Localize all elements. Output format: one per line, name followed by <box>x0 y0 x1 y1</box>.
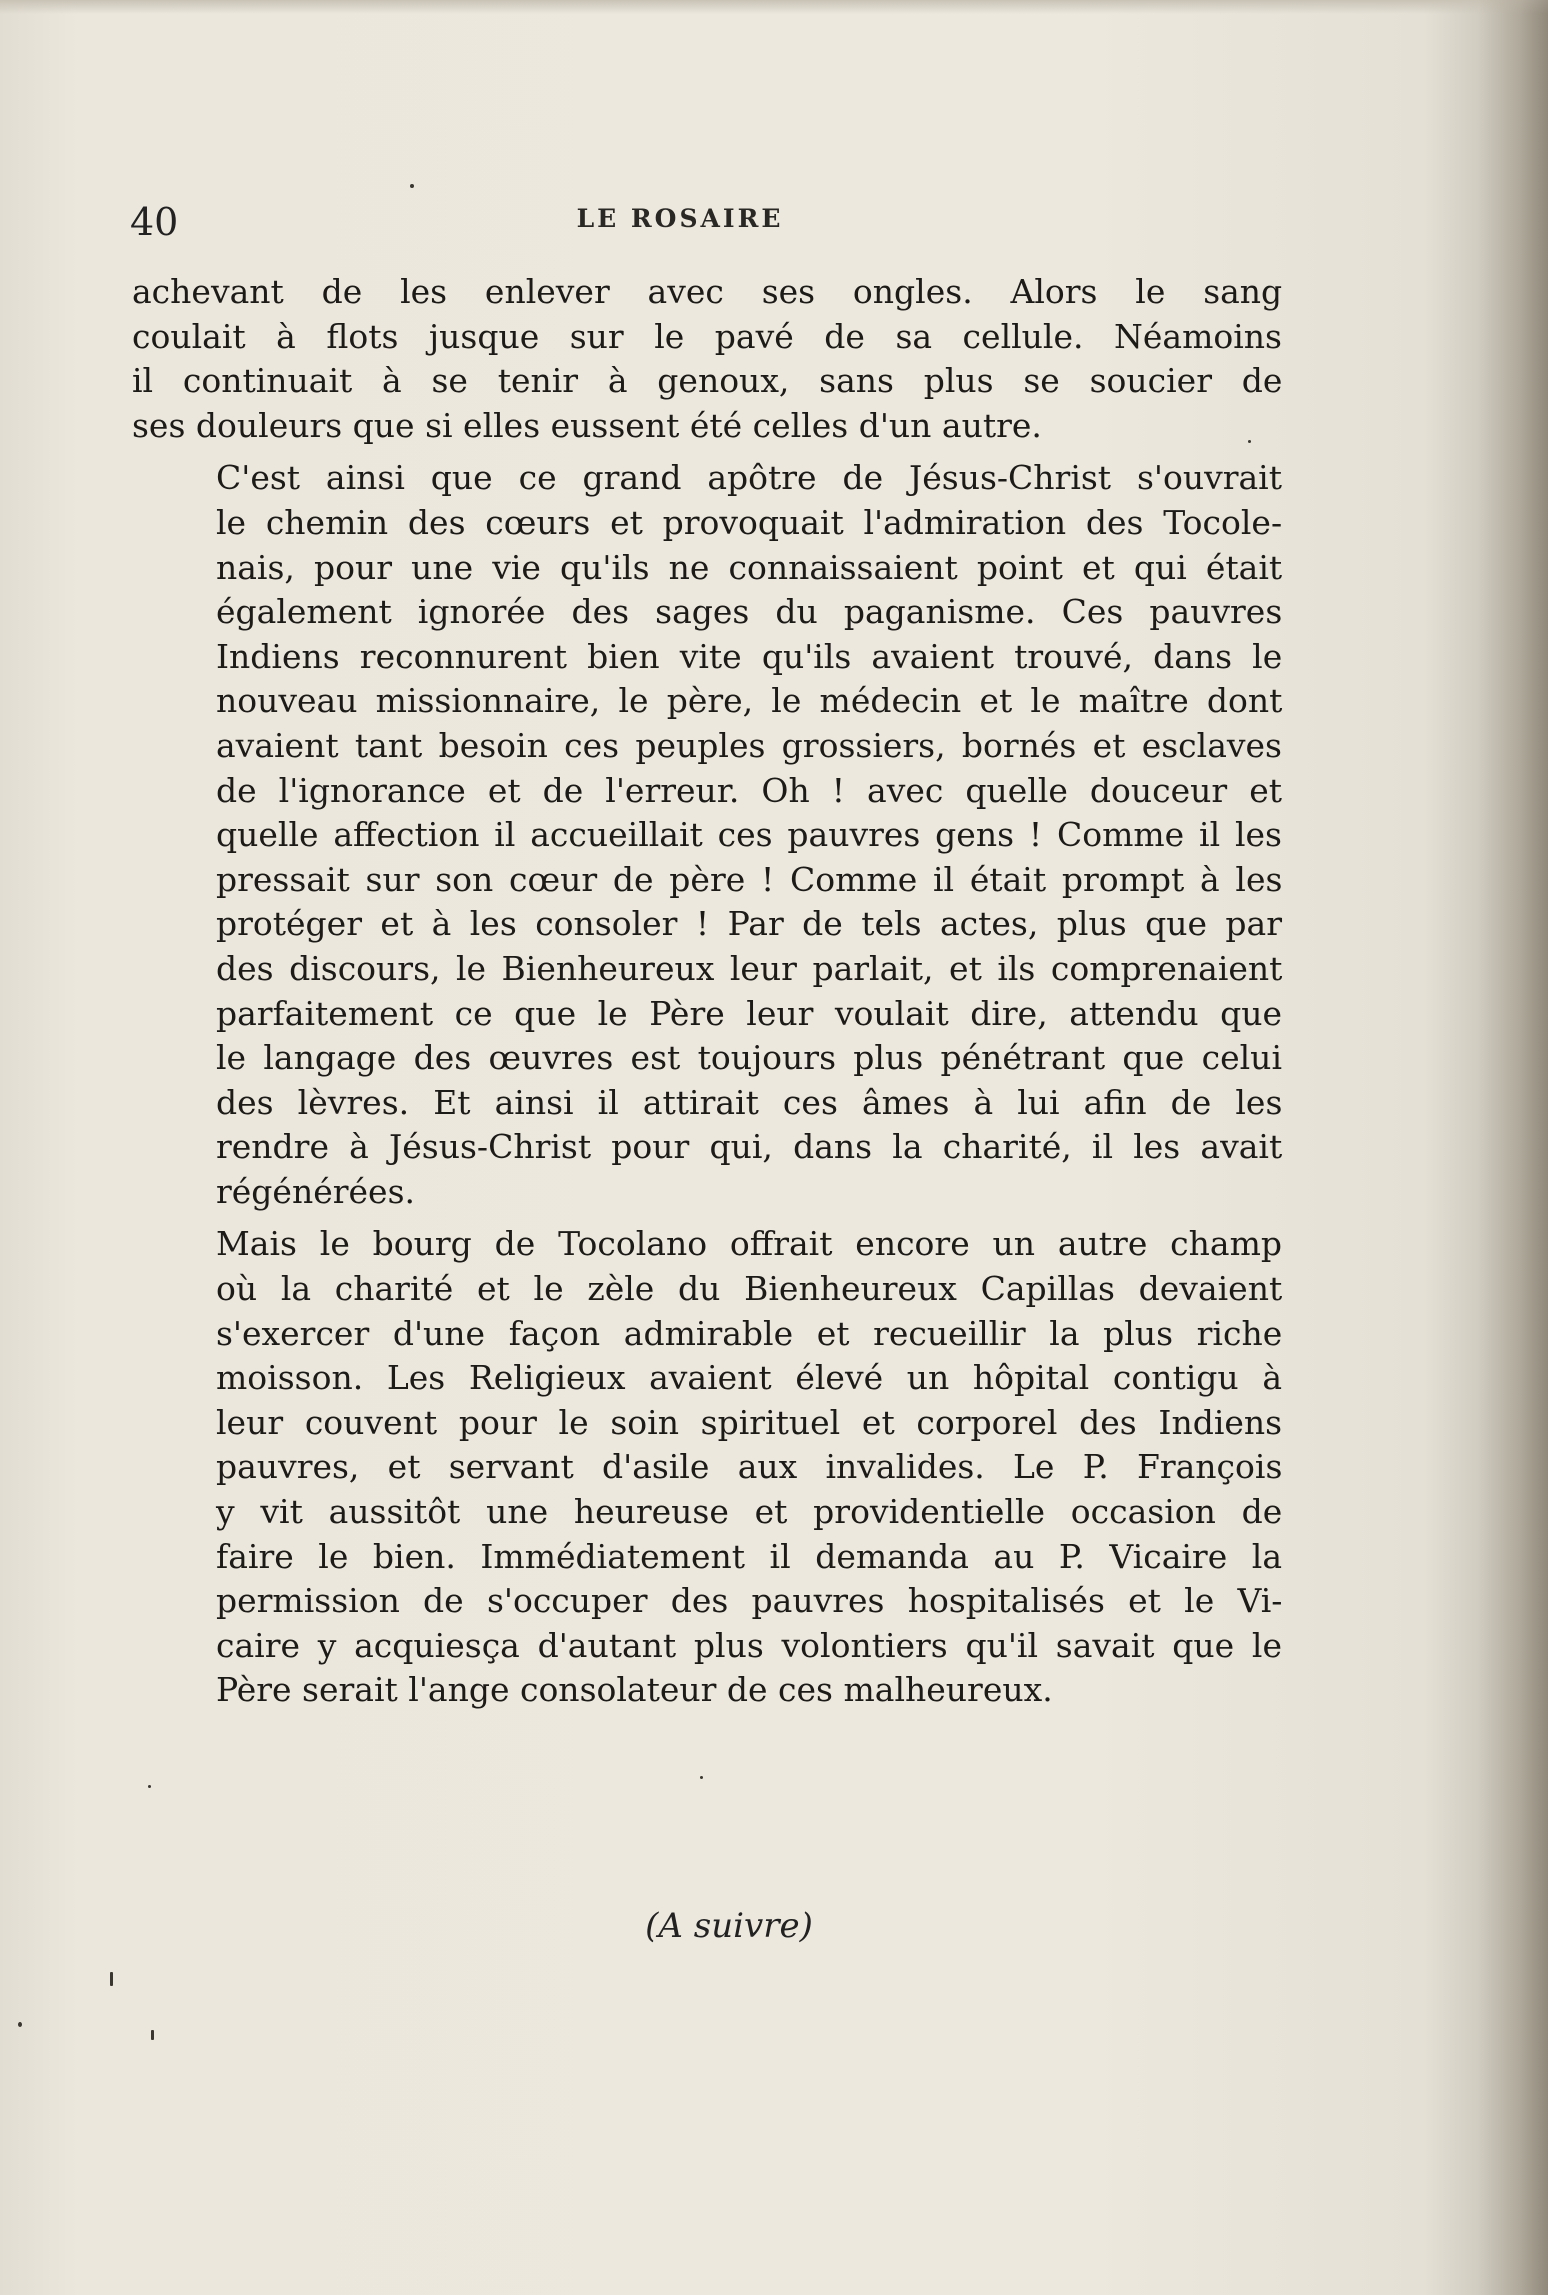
text-line: régénérées. <box>216 1171 415 1211</box>
text-line: caire y acquiesça d'autant plus volontiers qu'il savait que le <box>216 1625 1282 1665</box>
text-line: pauvres, et servant d'asile aux invalides. Le P. François <box>216 1447 1283 1487</box>
paper-speck <box>18 2022 22 2027</box>
text-line: il continuait à se tenir à genoux, sans plus se soucier de <box>132 361 1283 401</box>
text-line: également ignorée des sages du paganisme. Ces pauvres <box>216 592 1283 632</box>
text-line: leur couvent pour le soin spirituel et corporel des Indiens <box>216 1402 1283 1442</box>
text-line: Mais le bourg de Tocolano offrait encore un autre champ <box>216 1224 1282 1264</box>
text-line: quelle affection il accueillait ces pauvres gens ! Comme il les <box>216 815 1282 855</box>
page-header <box>130 196 1270 256</box>
text-line: nouveau missionnaire, le père, le médecin et le maître dont <box>216 681 1283 721</box>
text-line: le langage des œuvres est toujours plus pénétrant que celui <box>216 1038 1282 1078</box>
text-line: faire le bien. Immédiatement il demanda au P. Vicaire la <box>216 1536 1282 1576</box>
text-line: des discours, le Bienheureux leur parlait, et ils comprenaient <box>216 948 1283 988</box>
text-line: ses douleurs que si elles eussent été celles d'un autre. <box>132 405 1042 445</box>
text-line: s'exercer d'une façon admirable et recueillir la plus riche <box>216 1313 1283 1353</box>
body-text <box>132 270 1282 1721</box>
text-line: de l'ignorance et de l'erreur. Oh ! avec quelle douceur et <box>216 770 1282 810</box>
text-line: Père serait l'ange consolateur de ces malheureux. <box>216 1670 1053 1710</box>
running-title: LE ROSAIRE <box>576 204 784 233</box>
text-line: y vit aussitôt une heureuse et providentielle occasion de <box>216 1492 1283 1532</box>
text-line: moisson. Les Religieux avaient élevé un hôpital contigu à <box>216 1358 1282 1398</box>
text-line: permission de s'occuper des pauvres hospitalisés et le Vi- <box>216 1581 1283 1621</box>
paper-speck <box>151 2030 154 2040</box>
paper-speck <box>700 1776 703 1779</box>
paper-speck <box>1248 440 1251 443</box>
text-line: nais, pour une vie qu'ils ne connaissaient point et qui était <box>216 547 1283 587</box>
paragraph-3 <box>132 1222 1282 1713</box>
text-line: rendre à Jésus-Christ pour qui, dans la charité, il les avait <box>216 1127 1283 1167</box>
text-line: parfaitement ce que le Père leur voulait dire, attendu que <box>216 993 1282 1033</box>
paper-speck <box>110 1972 113 1986</box>
text-line: achevant de les enlever avec ses ongles. Alors le sang <box>132 272 1283 311</box>
text-line: coulait à flots jusque sur le pavé de sa cellule. Néamoins <box>132 316 1282 356</box>
text-line: C'est ainsi que ce grand apôtre de Jésus-Christ s'ouvrait <box>216 458 1282 498</box>
binding-shadow <box>1478 0 1548 2295</box>
paper-speck <box>148 1785 151 1788</box>
paragraph-2 <box>132 456 1282 1214</box>
text-line: Indiens reconnurent bien vite qu'ils avaient trouvé, dans le <box>216 636 1283 676</box>
text-line: où la charité et le zèle du Bienheureux Capillas devaient <box>216 1269 1283 1309</box>
page-top-edge <box>0 0 1548 14</box>
text-line: le chemin des cœurs et provoquait l'admiration des Tocole- <box>216 502 1283 542</box>
continuation-note: (A suivre) <box>645 1906 813 1946</box>
text-line: des lèvres. Et ainsi il attirait ces âmes à lui afin de les <box>216 1082 1283 1122</box>
text-line: pressait sur son cœur de père ! Comme il était prompt à les <box>216 859 1283 899</box>
paragraph-1 <box>132 270 1282 448</box>
page-number: 40 <box>130 200 179 244</box>
text-line: protéger et à les consoler ! Par de tels actes, plus que par <box>216 904 1282 944</box>
paper-speck <box>410 184 414 188</box>
text-line: avaient tant besoin ces peuples grossiers, bornés et esclaves <box>216 725 1282 765</box>
